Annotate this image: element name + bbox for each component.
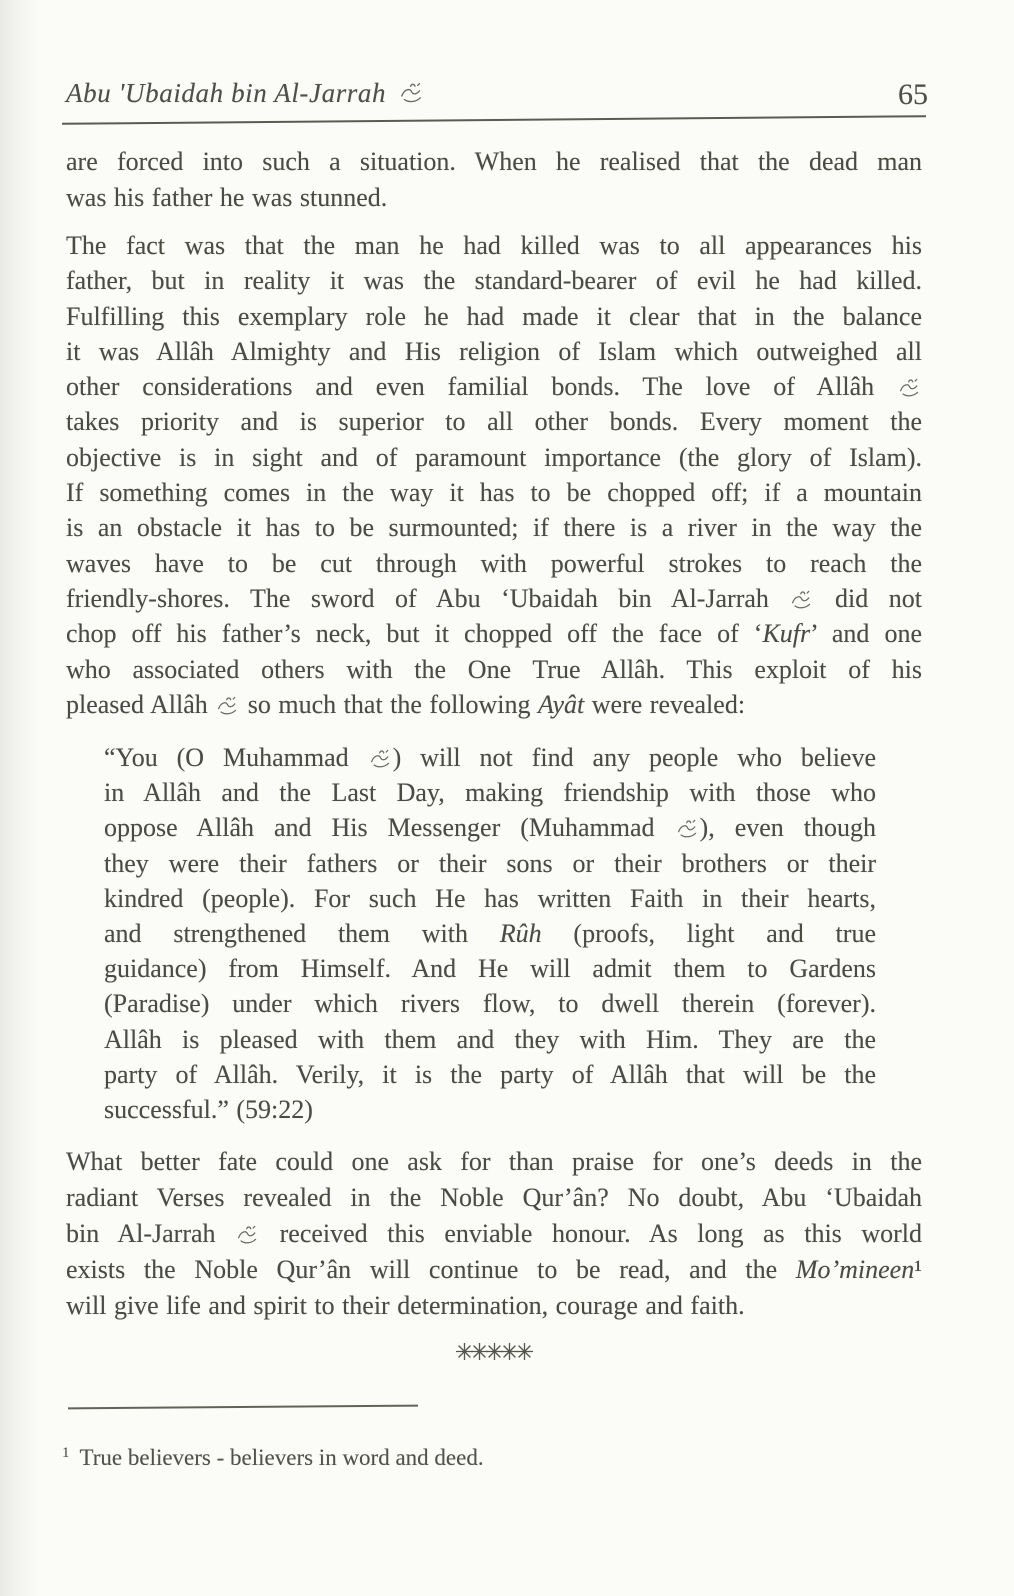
- honorific-icon: [897, 377, 922, 398]
- asterisk-icon: [515, 1342, 534, 1361]
- text-line: it was Allâh Almighty and His religion of Islam which outweighed all: [66, 336, 922, 366]
- text-line: Fulfilling this exemplary role he had made it clear that in the balance: [66, 301, 922, 331]
- text-line: oppose Allâh and His Messenger (Muhammad ), even though: [104, 813, 876, 843]
- text-line: objective is in sight and of paramount importance (the glory of Islam).: [66, 442, 922, 472]
- text-line: is an obstacle it has to be surmounted; if there is a river in the way the: [66, 513, 922, 543]
- running-head-title: Abu 'Ubaidah bin Al-Jarrah: [66, 78, 387, 108]
- text-line: other considerations and even familial bonds. The love of Allâh: [66, 369, 922, 404]
- text-line: (Paradise) under which rivers flow, to dwell therein (forever).: [104, 989, 876, 1019]
- text-line: kindred (people). For such He has written Faith in their hearts,: [104, 883, 876, 913]
- honorific-icon: [789, 589, 814, 610]
- text-line: and strengthened them with Rûh (proofs, light and true: [104, 919, 876, 949]
- page-number: 65: [898, 78, 928, 111]
- text-line: exists the Noble Qur’ân will continue to be read, and the Mo’mineen¹: [66, 1255, 922, 1284]
- text-line: they were their fathers or their sons or their brothers or their: [104, 848, 876, 878]
- honorific-icon: [398, 81, 425, 104]
- paragraph-1: [66, 144, 922, 215]
- honorific-icon: [235, 1224, 260, 1245]
- text-line: guidance) from Himself. And He will admit them to Gardens: [104, 954, 876, 984]
- text-line: The fact was that the man he had killed was to all appearances his: [66, 231, 922, 260]
- text-line: What better fate could one ask for than praise for one’s deeds in the: [66, 1147, 922, 1176]
- text-line: Allâh is pleased with them and they with Him. They are the: [104, 1024, 876, 1054]
- footnote-rule: [68, 1405, 418, 1410]
- section-separator: [66, 1342, 922, 1361]
- footnote-marker: 1: [62, 1445, 70, 1461]
- text-line: chop off his father’s neck, but it chopped off the face of ‘Kufr’ and one: [66, 619, 922, 649]
- text-line: “You (O Muhammad ) will not find any people who believe: [104, 743, 876, 772]
- text-line: bin Al-Jarrah received this enviable honour. As long as this world: [66, 1219, 923, 1248]
- footnote-text: True believers - believers in word and deed.: [79, 1445, 484, 1470]
- text-line: party of Allâh. Verily, it is the party of Allâh that will be the: [104, 1059, 876, 1089]
- text-line: in Allâh and the Last Day, making friendship with those who: [104, 778, 876, 808]
- text-line: who associated others with the One True Allâh. This exploit of his: [66, 654, 922, 684]
- text-line: pleased Allâh so much that the following Ayât were revealed:: [66, 689, 746, 719]
- text-line: are forced into such a situation. When he realised that the dead man: [66, 147, 922, 176]
- text-line: friendly-shores. The sword of Abu ‘Ubaidah bin Al-Jarrah did not: [66, 583, 922, 613]
- text-line: father, but in reality it was the standard-bearer of evil he had killed.: [66, 266, 922, 296]
- quran-verse-blockquote: [104, 740, 876, 1127]
- text-line: If something comes in the way it has to be chopped off; if a mountain: [66, 478, 922, 508]
- text-line: takes priority and is superior to all other bonds. Every moment the: [66, 407, 922, 437]
- paragraph-3: [66, 1144, 922, 1324]
- footnote: [62, 1438, 762, 1473]
- text-line: radiant Verses revealed in the Noble Qur’ân? No doubt, Abu ‘Ubaidah: [66, 1183, 922, 1212]
- honorific-icon: [675, 818, 700, 839]
- text-line: successful.” (59:22): [104, 1095, 313, 1125]
- honorific-icon: [368, 748, 393, 769]
- page-header: [66, 78, 928, 118]
- text-line: waves have to be cut through with powerful strokes to reach the: [66, 548, 922, 578]
- text-line: will give life and spirit to their determination, courage and faith.: [66, 1291, 745, 1320]
- text-line: was his father he was stunned.: [66, 182, 388, 212]
- page-edge-shadow: [0, 0, 40, 1596]
- paragraph-2: [66, 228, 922, 722]
- honorific-icon: [215, 695, 240, 716]
